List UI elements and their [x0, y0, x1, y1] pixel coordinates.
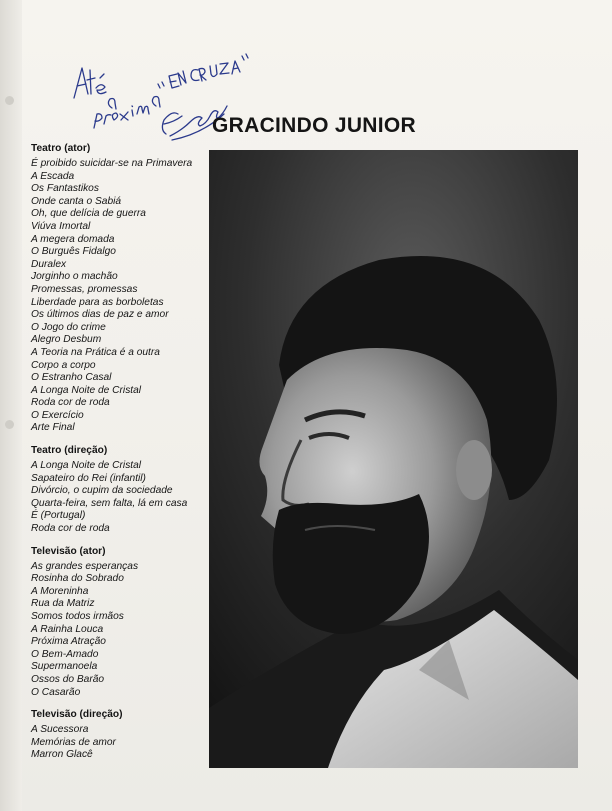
binding-hole: [5, 96, 14, 105]
work-list: [31, 460, 206, 536]
work-title: Corpo a corpo: [31, 359, 96, 371]
work-title: A Longa Noite de Cristal: [31, 384, 142, 396]
work-title: O Exercício: [31, 409, 84, 421]
work-title: Oh, que delícia de guerra: [31, 208, 146, 220]
work-title: O Burguês Fidalgo: [31, 246, 116, 258]
work-title: Os últimos dias de paz e amor: [31, 309, 169, 321]
work-title: Roda cor de roda: [31, 397, 110, 409]
portrait-photo: [209, 150, 578, 768]
work-title: Os Fantastikos: [31, 183, 99, 195]
work-title: A Longa Noite de Cristal: [31, 460, 142, 472]
section-televisao-ator: [31, 545, 206, 700]
work-title: Viúva Imortal: [31, 220, 91, 232]
work-title: Sapateiro do Rei (infantil): [31, 472, 146, 484]
work-title: Jorginho o machão: [31, 271, 118, 283]
work-title: Promessas, promessas: [31, 283, 138, 295]
work-title: A Escada: [31, 170, 75, 182]
work-title: A Teoria na Prática é a outra: [31, 346, 160, 358]
work-title: Rosinha do Sobrado: [31, 573, 124, 585]
credits-column: [31, 142, 206, 771]
section-teatro-ator: [31, 142, 206, 435]
work-list: [31, 158, 206, 435]
work-title: Quarta-feira, sem falta, lá em casa: [31, 497, 188, 509]
work-list: [31, 561, 206, 700]
section-heading: Teatro (direção): [31, 445, 108, 457]
work-title: Somos todos irmãos: [31, 611, 124, 622]
work-title: A Moreninha: [31, 585, 89, 597]
section-heading: Teatro (ator): [31, 143, 91, 154]
work-title: O Estranho Casal: [31, 372, 112, 384]
work-title: As grandes esperanças: [31, 560, 139, 572]
work-title: Rua da Matriz: [31, 598, 95, 610]
work-title: A megera domada: [31, 233, 115, 245]
work-title: Supermanoela: [31, 661, 98, 673]
section-teatro-direcao: [31, 444, 206, 536]
work-title: O Bem-Amado: [31, 648, 99, 660]
work-title: Divórcio, o cupim da sociedade: [31, 485, 173, 497]
work-title: Alegro Desbum: [31, 334, 102, 346]
work-title: Duralex: [31, 258, 67, 270]
section-heading: Televisão (ator): [31, 545, 106, 557]
page-fold-edge: [0, 0, 22, 811]
work-title: É (Portugal): [31, 510, 86, 522]
work-title: Ossos do Barão: [31, 673, 105, 685]
work-title: Memórias de amor: [31, 736, 116, 748]
page-title: GRACINDO JUNIOR: [212, 114, 417, 137]
work-title: A Sucessora: [31, 724, 89, 736]
work-title: O Casarão: [31, 686, 81, 698]
work-title: Marron Glacê: [31, 749, 93, 761]
work-title: É proibido suicidar-se na Primavera: [31, 158, 193, 169]
work-list: [31, 724, 206, 762]
section-televisao-direcao: [31, 708, 206, 762]
work-title: Roda cor de roda: [31, 523, 110, 535]
work-title: Próxima Atração: [31, 636, 106, 648]
work-title: O Jogo do crime: [31, 321, 106, 333]
work-title: A Rainha Louca: [31, 623, 104, 635]
binding-hole: [5, 420, 14, 429]
work-title: Arte Final: [31, 422, 75, 434]
section-heading: Televisão (direção): [31, 709, 123, 721]
work-title: Liberdade para as borboletas: [31, 296, 164, 308]
work-title: Onde canta o Sabiá: [31, 195, 122, 207]
